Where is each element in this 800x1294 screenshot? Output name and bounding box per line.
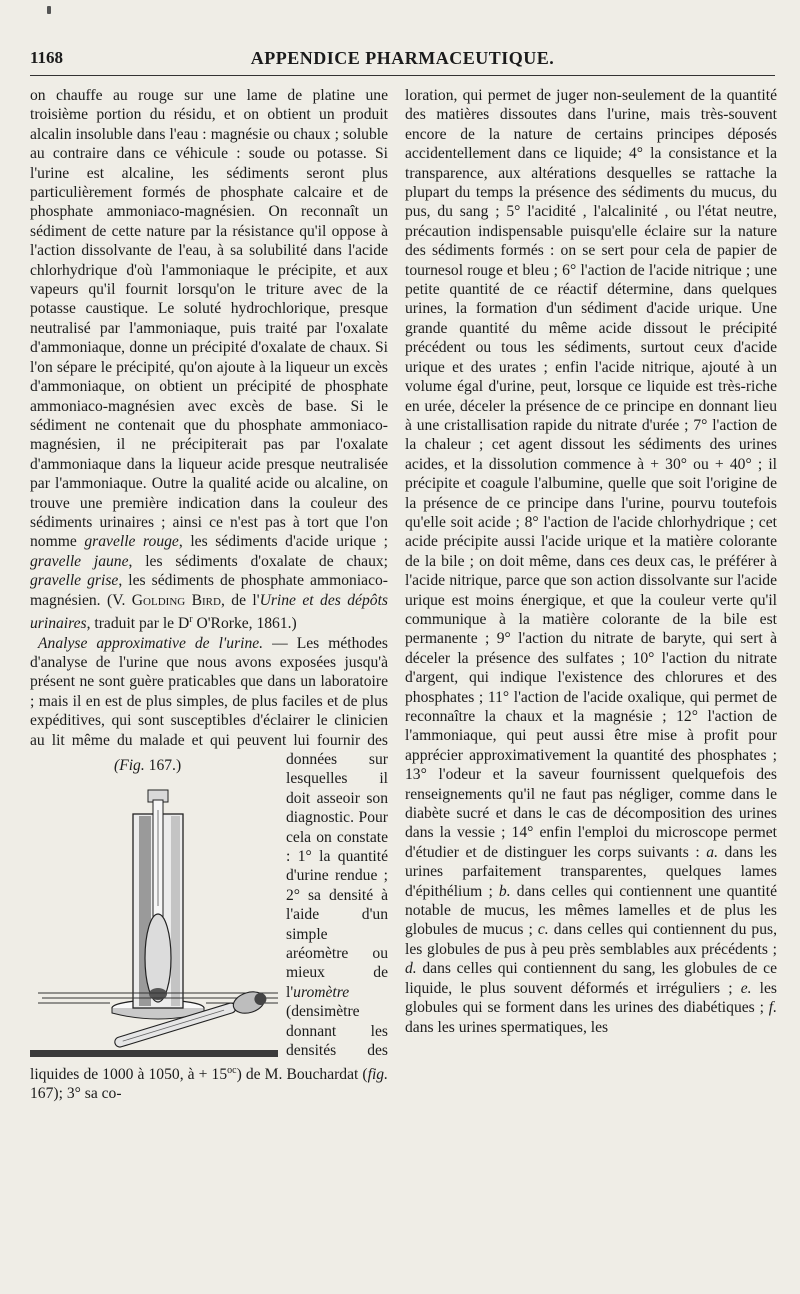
- figure-urometre: [30, 756, 278, 1058]
- ink-speck: [47, 6, 51, 14]
- left-column: [30, 86, 388, 1104]
- header-rule: [30, 75, 775, 76]
- author-name: Golding Bird: [131, 591, 221, 609]
- page-header: [30, 48, 775, 74]
- page-number: 1168: [30, 48, 64, 67]
- urometre-illustration: [30, 782, 278, 1058]
- paragraph-analyse: Analyse approximative de l'urine. — Les méthodes d'analyse de l'urine que nous avons exposées jusqu'à présent ne sont guère praticables que dans un laboratoire ; mais il en est de plus simples, de plus faciles et de plus expéditives, qui sont susceptibles d'éclairer le clinicien au lit même du malade et qui peuvent lui fournir (Fig. 167.) des données sur lesquelles il doit asseoir son diagnostic. Pour cela on constate : 1° la quantité d'urine rendue ; 2° sa densité à l'aide d'un simple aréomètre ou mieux de l'uromètre (densimètre donnant les densités des liquides de 1000 à 1050, à + $15^{oc}$) de M. Bouchardat (fig. 167); 3° sa co-: [30, 634, 388, 1103]
- right-column: [405, 86, 777, 1037]
- paragraph-analyse-continued: loration, qui permet de juger non-seulement de la quantité des matières dissoutes dans l'urine, mais très-souvent encore de la nature de certains principes déposés accidentellement dans ce liquide; 4° la consistance et la transparence, aux altérations desquelles se rattache la plupart du temps la présence des sédiments du mucus, du pus, du sang ; 5° l'acidité , l'alcalinité , ou l'état neutre, précaution indispensable puisqu'elle éclaire sur la nature des sédiments formés : on se sert pour cela de papier de tournesol rouge et bleu ; 6° l'action de l'acide nitrique ; une petite quantité de ce réactif détermine, dans quelques urines, la formation d'un sédiment d'acide urique. Une grande quantité du même acide dissout le précipité précédent ou tous les sédiments, surtout ceux d'acide urique et des urates ; enfin l'acide nitrique, ajouté à un volume égal d'urine, peut, lorsque ce liquide est très-riche en urée, déceler la présence de ce principe en donnant lieu à une cristallisation rapide du nitrate d'urée ; 7° l'action de la chaleur ; cet agent dissout les sédiments des urines acides, et la dissolution commence à + 30° ou + 40° ; il précipite et coagule l'albumine, quelle que soit l'origine de la présence de ce principe dans l'urine, pourvu toutefois qu'elle soit acide ; 8° l'action de l'acide chlorhydrique ; cet acide précipite aussi l'acide urique et la matière colorante de la bile ; on doit même, dans ces deux cas, le préférer à l'acide nitrique, parce que son action dissolvante sur l'acide urique est moins énergique, et que la couleur verte qu'il communique à la matière colorante de la bile est permanente ; 9° l'action du nitrate de baryte, qui sert à déceler la présence des sulfates ; 10° l'action du nitrate d'argent, qui indique l'existence des chlorures et des phosphates ; 11° l'action de l'acide oxalique, qui permet de reconnaître la chaux et la magnésie ; 12° l'action de l'ammoniaque, qui peut aussi être mise à profit pour apprécier approximativement la quantité des phosphates ; 13° l'odeur et la saveur fournissent quelquefois des renseignements qu'il ne faut pas négliger, comme dans le diabète sucré et dans le cas de décomposition des urines dans la vessie ; 14° enfin l'emploi du microscope permet d'étudier et de distinguer les corps suivants : a. dans les urines parfaitement transparentes, quelques lames d'épithélium ; b. dans celles qui contiennent une quantité notable de mucus, les mêmes lamelles et de plus les globules de mucus ; c. dans celles qui contiennent du pus, les globules de pus à peu près semblables aux précédents ; d. dans celles qui contiennent du sang, les globules de ce liquide, le plus souvent déformés et irréguliers ; e. les globules qui se forment dans les urines des diabétiques ; f. dans les urines spermatiques, les: [405, 87, 777, 1036]
- paragraph-sediments: on chauffe au rouge sur une lame de platine une troisième portion du résidu, et on obtient un produit alcalin insoluble dans l'eau : magnésie ou chaux ; soluble au contraire dans ce véhicule : soude ou potasse. Si l'urine est alcaline, les sédiments seront plus particulièrement formés de phosphate calcaire et de phosphate ammoniaco-magnésien. On reconnaît un sédiment de cette nature par la résistance qu'il oppose à l'action dissolvante de l'eau, à sa solubilité dans l'acide chlorhydrique d'où l'ammoniaque le précipite, et aux vapeurs qu'il fournit lorsqu'on le triture avec de la potasse caustique. Le soluté hydrochlorique, presque neutralisé par l'ammoniaque, puis traité par l'oxalate d'ammoniaque, donne un précipité d'oxalate de chaux. Si l'on sépare le précipité, qu'on ajoute à la liqueur un excès d'ammoniaque, on obtient un précipité de phosphate ammoniaco-magnésien avec excès de base. Si le sédiment ne contenait que du phosphate ammoniaco-magnésien, il ne précipiterait pas par l'oxalate d'ammoniaque dans la liqueur acide presque neutralisée par l'ammoniaque. Outre la qualité acide ou alcaline, on trouve une première indication dans la couleur des sédiments urinaires ; ainsi ce n'est pas à tort que l'on nomme gravelle rouge, les sédiments d'acide urique ; gravelle jaune, les sédiments d'oxalate de chaux; gravelle grise, les sédiments de phosphate ammoniaco-magnésien. (V. Golding Bird, de l'Urine et des dépôts urinaires, traduit par le $D^r$ O'Rorke, 1861.): [30, 87, 388, 633]
- section-heading: Analyse approximative de l'urine.: [38, 634, 264, 652]
- book-title: Urine et des dépôts urinaires: [30, 591, 388, 633]
- figure-caption: (Fig. 167.): [114, 757, 182, 774]
- running-head: APPENDICE PHARMACEUTIQUE.: [250, 48, 555, 68]
